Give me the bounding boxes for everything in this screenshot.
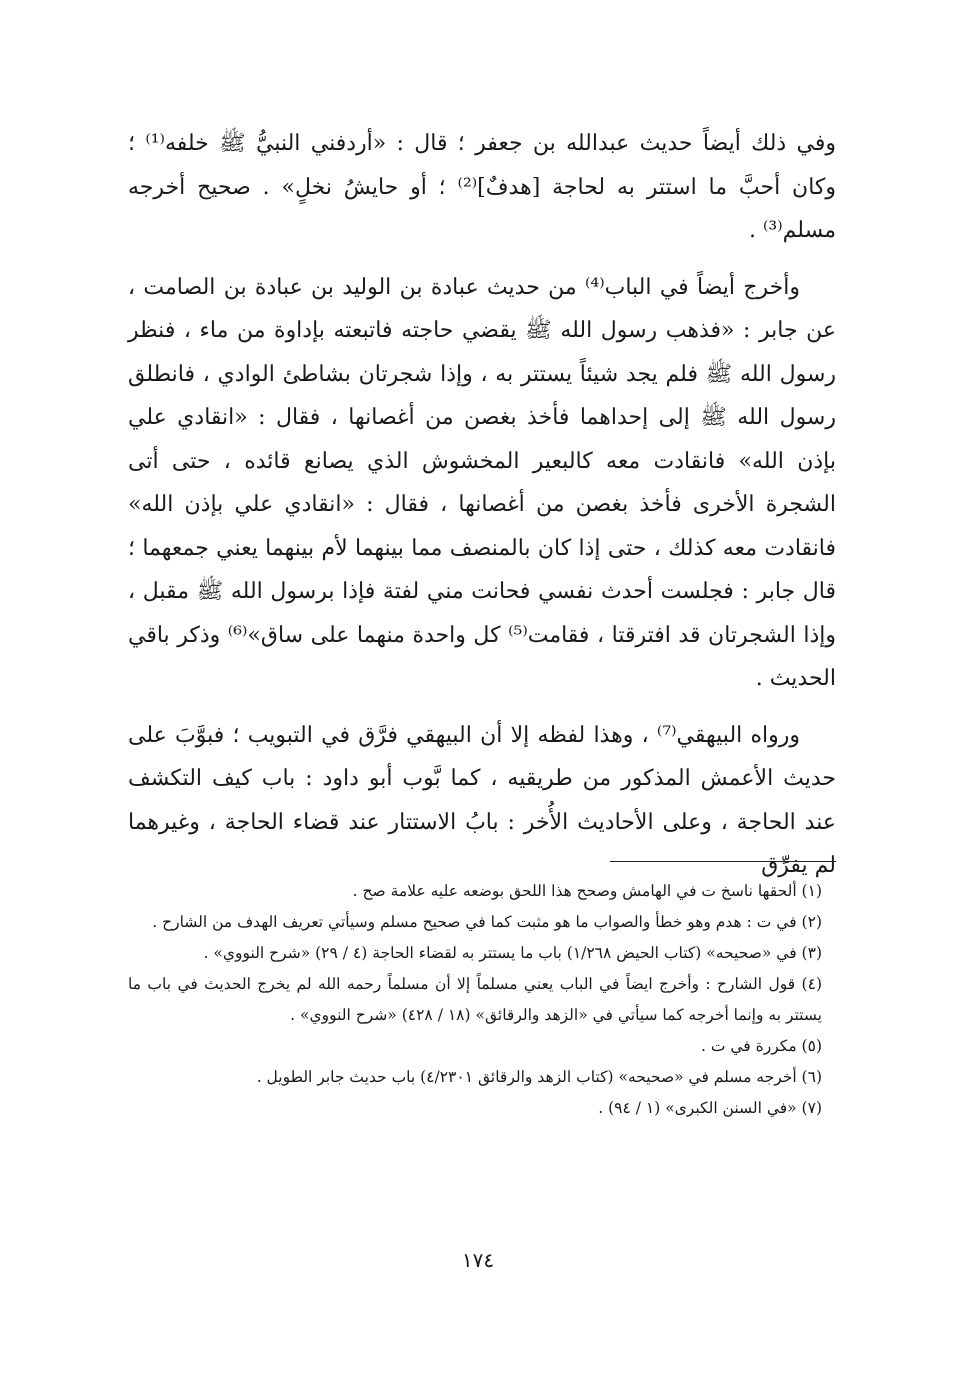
- main-text: [128, 122, 836, 901]
- footnote-3: (٣) في «صحيحه» (كتاب الحيض ١/٢٦٨) باب ما يستتر به لقضاء الحاجة (٤ / ٢٩) «شرح النووي» .: [203, 944, 822, 962]
- paragraph-1: وفي ذلك أيضاً حديث عبدالله بن جعفر ؛ قال : «أردفني النبيُّ ﷺ خلفه⁽¹⁾ ؛ وكان أحبَّ ما استتر به لحاجة [هدفٌ]⁽²⁾ ؛ أو حايشُ نخلٍ» . صحيح أخرجه مسلم⁽³⁾ .: [128, 131, 837, 243]
- paragraph-3: ورواه البيهقي⁽⁷⁾ ، وهذا لفظه إلا أن البيهقي فرَّق في التبويب ؛ فبوَّبَ على حديث الأعمش المذكور من طريقيه ، كما بَّوب أبو داود : باب كيف التكشف عند الحاجة ، وعلى الأحاديث الأُخر : بابُ الاستتار عند قضاء الحاجة ، وغيرهما لم يفرِّق: [128, 722, 836, 878]
- footnotes: [128, 876, 836, 1124]
- footnote-2: (٢) في ت : هدم وهو خطأ والصواب ما هو مثبت كما في صحيح مسلم وسيأتي تعريف الهدف من الشارح .: [152, 913, 822, 931]
- footnote-separator: [610, 861, 836, 862]
- footnote-1: (١) ألحقها ناسخ ت في الهامش وصحح هذا اللحق بوضعه عليه علامة صح .: [352, 882, 822, 900]
- paragraph-2: وأخرج أيضاً في الباب⁽⁴⁾ من حديث عبادة بن الوليد بن عبادة بن الصامت ، عن جابر : «فذهب رسول الله ﷺ يقضي حاجته فاتبعته بإداوة من ماء ، فنظر رسول الله ﷺ فلم يجد شيئاً يستتر به ، وإذا شجرتان بشاطئ الوادي ، فانطلق رسول الله ﷺ إلى إحداهما فأخذ بغصن من أغصانها ، فقال : «انقادي علي بإذن الله» فانقادت معه كالبعير المخشوش الذي يصانع قائده ، حتى أتى الشجرة الأخرى فأخذ بغصن من أغصانها ، فقال : «انقادي علي بإذن الله» فانقادت معه كذلك ، حتى إذا كان بالمنصف مما بينهما لأم بينهما يعني جمعهما ؛ قال جابر : فجلست أحدث نفسي فحانت مني لفتة فإذا برسول الله ﷺ مقبل ، وإذا الشجرتان قد افترقتا ، فقامت⁽⁵⁾ كل واحدة منهما على ساق»⁽⁶⁾ وذكر باقي الحديث .: [128, 274, 836, 691]
- footnote-4: (٤) قول الشارح : وأخرج ايضاً في الباب يعني مسلماً إلا أن مسلماً رحمه الله لم يخرج الحديث في باب ما يستتر به وإنما أخرجه كما سيأتي في «الزهد والرقائق» (١٨ / ٤٢٨) «شرح النووي» .: [128, 975, 822, 1024]
- footnote-6: (٦) أخرجه مسلم في «صحيحه» (كتاب الزهد والرقائق ٤/٢٣٠١) باب حديث جابر الطويل .: [256, 1068, 822, 1086]
- footnote-7: (٧) «في السنن الكبرى» (١ / ٩٤) .: [598, 1099, 822, 1117]
- page-number: ١٧٤: [461, 1248, 495, 1272]
- footnote-5: (٥) مكررة في ت .: [700, 1037, 822, 1055]
